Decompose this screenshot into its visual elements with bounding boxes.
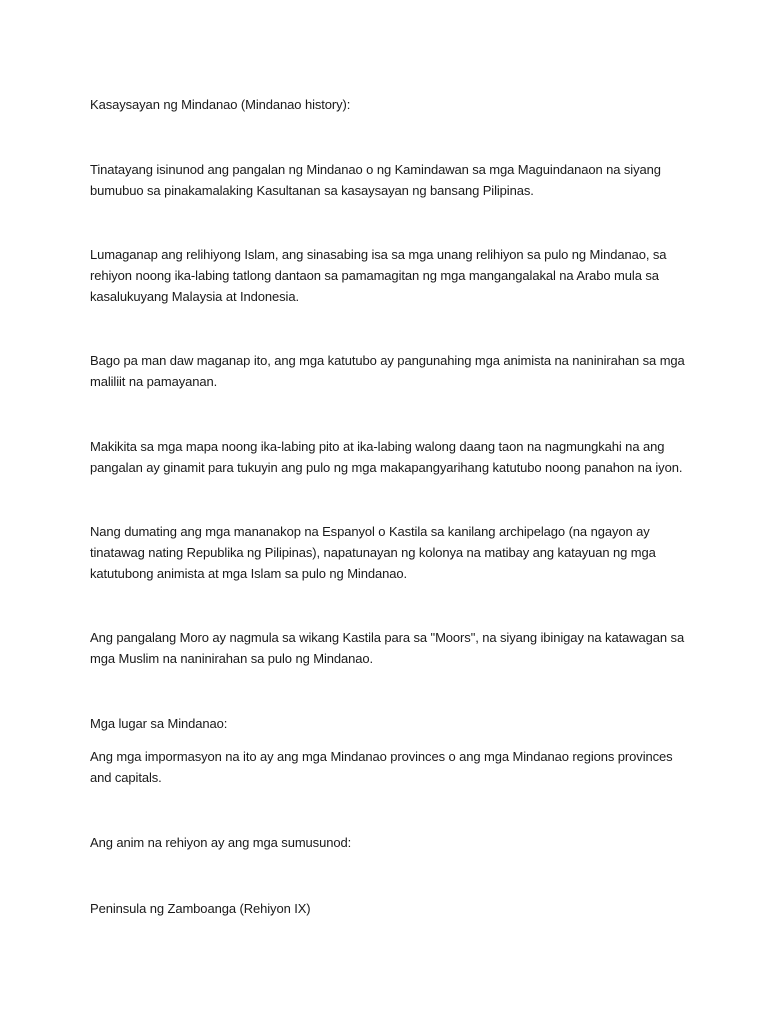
paragraph-animists: Bago pa man daw maganap ito, ang mga katutubo ay pangunahing mga animista na naninirahan sa mga maliliit na pamayanan. [90,353,685,389]
paragraph-mindanao-name-origin: Tinatayang isinunod ang pangalan ng Mindanao o ng Kamindawan sa mga Maguindanaon na siyang bumubuo sa pinakamalaking Kasultanan sa kasaysayan ng bansang Pilipinas. [90,162,661,198]
list-item-zamboanga-peninsula: Peninsula ng Zamboanga (Rehiyon IX) [90,901,311,916]
paragraph-maps: Makikita sa mga mapa noong ika-labing pito at ika-labing walong daang taon na nagmungkahi na ang pangalan ay ginamit para tukuyin ang pulo ng mga makapangyarihang katutubo noong panahon na iyon. [90,439,683,475]
section-heading-places: Mga lugar sa Mindanao: [90,716,228,731]
paragraph-provinces-info: Ang mga impormasyon na ito ay ang mga Mindanao provinces o ang mga Mindanao regions provinces and capitals. [90,749,673,785]
paragraph-islam-spread: Lumaganap ang relihiyong Islam, ang sinasabing isa sa mga unang relihiyon sa pulo ng Mindanao, sa rehiyon noong ika-labing tatlong dantaon sa pamamagitan ng mga mangangalakal na Arabo mula sa kasalukuyang Malaysia at Indonesia. [90,247,667,304]
paragraph-six-regions: Ang anim na rehiyon ay ang mga sumusunod: [90,835,352,850]
paragraph-spanish-arrival: Nang dumating ang mga mananakop na Espanyol o Kastila sa kanilang archipelago (na ngayon ay tinatawag nating Republika ng Pilipinas), napatunayan ng kolonya na matibay ang katayuan ng mga katutubong animista at mga Islam sa pulo ng Mindanao. [90,524,656,581]
paragraph-moro-name: Ang pangalang Moro ay nagmula sa wikang Kastila para sa "Moors", na siyang ibinigay na katawagan sa mga Muslim na naninirahan sa pulo ng Mindanao. [90,630,685,666]
document-heading: Kasaysayan ng Mindanao (Mindanao history): [90,97,351,112]
